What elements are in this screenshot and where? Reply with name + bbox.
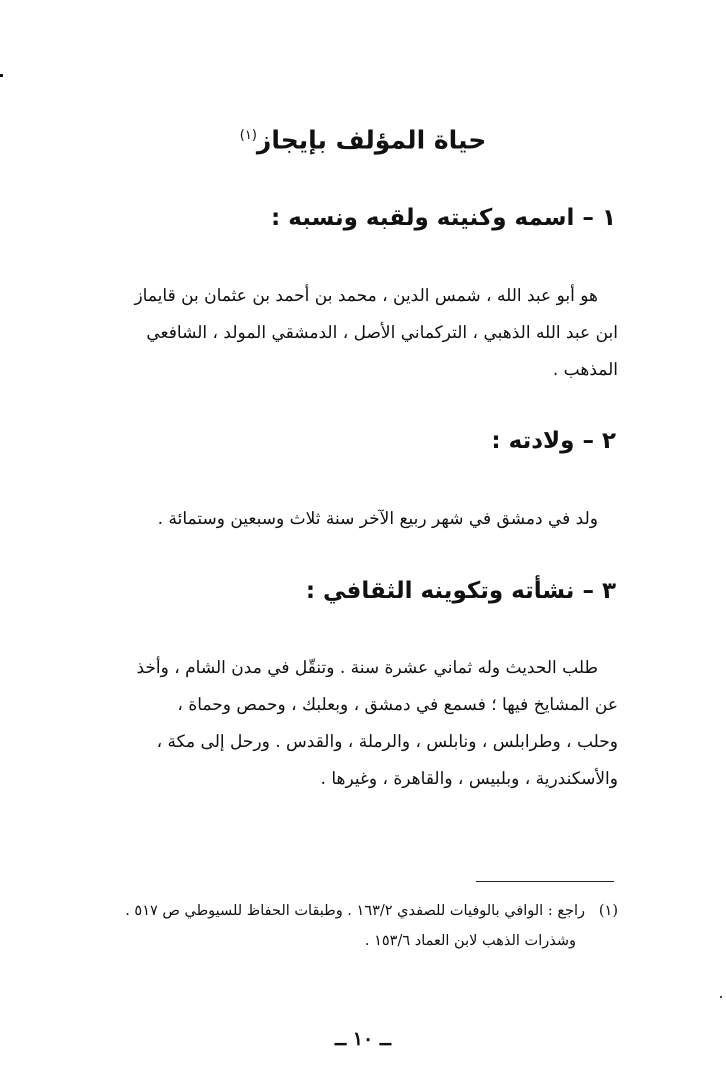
scan-mark <box>720 996 722 998</box>
body-line: والأسكندرية ، وبلبيس ، والقاهرة ، وغيرها . <box>320 769 618 789</box>
body-line: المذهب . <box>552 360 618 380</box>
section-body-name <box>106 278 618 389</box>
section-body-birth <box>106 501 618 538</box>
body-line: ابن عبد الله الذهبي ، التركماني الأصل ، الدمشقي المولد ، الشافعي <box>146 323 618 343</box>
body-line: طلب الحديث وله ثماني عشرة سنة . وتنقّل في مدن الشام ، وأخذ <box>136 658 598 678</box>
footnote-line <box>98 896 618 926</box>
body-line: ولد في دمشق في شهر ربيع الآخر سنة ثلاث وسبعين وستمائة . <box>157 509 598 529</box>
section-body-upbringing <box>106 650 618 798</box>
footnote-line: وشذرات الذهب لابن العماد ١٥٣/٦ . <box>364 933 576 949</box>
body-line: عن المشايخ فيها ؛ فسمع في دمشق ، وبعلبك ، وحمص وحماة ، <box>177 695 618 715</box>
page-number: ــ ١٠ ــ <box>335 1028 391 1050</box>
footnote-text: راجع : الوافي بالوفيات للصفدي ١٦٣/٢ . وطبقات الحفاظ للسيوطي ص ٥١٧ . <box>125 903 586 919</box>
scan-mark <box>0 74 3 77</box>
page-title-text: حياة المؤلف بإيجاز <box>256 125 487 155</box>
title-footnote-ref: (١) <box>239 128 257 143</box>
section-heading-birth: ٢ – ولادته : <box>491 428 616 454</box>
footnote-divider <box>476 881 614 882</box>
footnote-marker: (١) <box>598 903 618 919</box>
section-heading-name: ١ – اسمه وكنيته ولقبه ونسبه : <box>271 205 616 231</box>
page-title <box>0 118 726 158</box>
section-heading-upbringing: ٣ – نشأته وتكوينه الثقافي : <box>305 578 616 604</box>
footnote <box>98 896 618 956</box>
body-line: وحلب ، وطرابلس ، ونابلس ، والرملة ، والقدس . ورحل إلى مكة ، <box>156 732 618 752</box>
body-line: هو أبو عبد الله ، شمس الدين ، محمد بن أحمد بن عثمان بن قايماز <box>134 286 598 306</box>
